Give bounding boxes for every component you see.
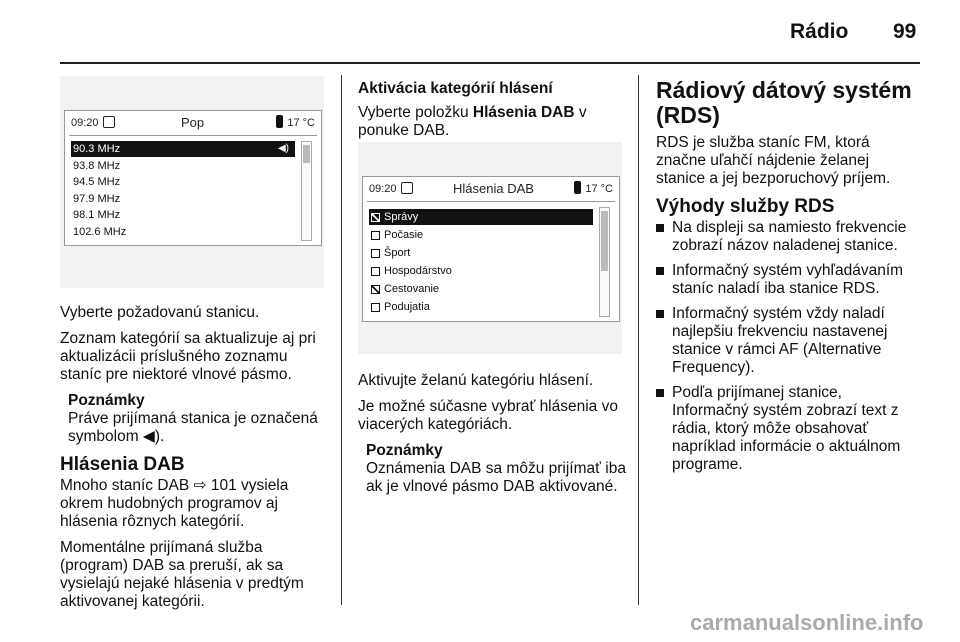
text: v ponuke DAB. <box>358 104 587 139</box>
radio-display <box>64 110 322 246</box>
watermark: carmanualsonline.info <box>690 610 924 635</box>
station-item[interactable] <box>71 141 295 157</box>
subsection-heading: Aktivácia kategórií hlásení <box>358 80 553 97</box>
category-label: Podujatia <box>384 301 430 313</box>
page-title: Rádio <box>790 20 849 43</box>
column-divider-2 <box>638 75 639 605</box>
paragraph: Je možné súčasne vybrať hlásenia vo viacerých kategóriách. <box>358 398 618 433</box>
category-label: Správy <box>384 211 419 223</box>
category-item[interactable] <box>369 209 593 225</box>
display-separator <box>69 135 317 136</box>
list-item <box>656 219 918 255</box>
category-label: Hospodárstvo <box>384 265 452 277</box>
list-item-text: Podľa prijímanej stanice, Informačný systém zobrazí text z rádia, ktorý môže obsahovať napríklad informácie o aktuálnom programe. <box>672 384 901 473</box>
checkbox-icon[interactable] <box>371 267 380 276</box>
category-item[interactable] <box>369 263 593 279</box>
paragraph: Vyberte požadovanú stanicu. <box>60 304 260 321</box>
station-item[interactable] <box>71 224 295 240</box>
section-heading: Hlásenia DAB <box>60 454 185 475</box>
display-temperature: 17 °C <box>585 183 613 195</box>
display-title: Pop <box>181 115 205 130</box>
note-title: Poznámky <box>366 442 443 459</box>
station-item[interactable] <box>71 207 295 223</box>
thermometer-icon <box>574 181 581 194</box>
category-label: Počasie <box>384 229 424 241</box>
text: Vyberte položku <box>358 104 473 121</box>
display-title: Hlásenia DAB <box>453 181 534 196</box>
source-icon <box>103 116 115 128</box>
list-item-text: Informačný systém vždy naladí najlepšiu frekvenciu nastavenej stanice v rámci AF (Alternative Frequency). <box>672 305 888 376</box>
station-frequency: 98.1 MHz <box>73 209 121 221</box>
bullet-icon <box>656 389 664 397</box>
scrollbar[interactable] <box>599 207 610 317</box>
column-3 <box>656 78 918 481</box>
paragraph: Zoznam kategórií sa aktualizuje aj pri aktualizácii príslušného zoznamu staníc pre niektoré vlnové pásmo. <box>60 330 316 383</box>
subsection-heading: Výhody služby RDS <box>656 196 835 217</box>
list-item <box>656 262 918 298</box>
display-header <box>363 177 619 201</box>
paragraph: Aktivujte želanú kategóriu hlásení. <box>358 372 594 389</box>
station-frequency: 94.5 MHz <box>73 176 121 188</box>
section-heading: Rádiový dátový systém (RDS) <box>656 77 912 128</box>
header-rule <box>60 62 920 64</box>
bullet-icon <box>656 224 664 232</box>
column-1 <box>60 304 330 619</box>
column-2 <box>358 80 628 148</box>
checkbox-checked-icon[interactable] <box>371 213 380 222</box>
category-item[interactable] <box>369 281 593 297</box>
note-text: Práve prijímaná stanica je označená symbolom ◀). <box>68 410 318 445</box>
paragraph: Momentálne prijímaná služba (program) DAB sa preruší, ak sa vysielajú nejaké hlásenia v predtým aktivovanej kategórii. <box>60 539 304 610</box>
scrollbar-thumb[interactable] <box>303 145 310 163</box>
station-frequency: 97.9 MHz <box>73 192 121 205</box>
page-number: 99 <box>893 20 917 43</box>
paragraph: RDS je služba staníc FM, ktorá značne uľahčí nájdenie želanej stanice a jej bezporuchový príjem. <box>656 134 891 187</box>
checkbox-icon[interactable] <box>371 303 380 312</box>
checkbox-icon[interactable] <box>371 249 380 258</box>
display-temperature: 17 °C <box>287 117 315 129</box>
station-item[interactable] <box>71 174 295 190</box>
dab-display <box>362 176 620 322</box>
display-time: 09:20 <box>71 117 99 129</box>
display-header <box>65 111 321 135</box>
display-time: 09:20 <box>369 183 397 195</box>
scrollbar[interactable] <box>301 141 312 241</box>
display-separator <box>367 201 615 202</box>
note <box>366 442 630 496</box>
menu-item-reference: Hlásenia DAB <box>472 104 575 121</box>
note-title: Poznámky <box>68 392 145 409</box>
list-item-text: Na displeji sa namiesto frekvencie zobrazí názov naladenej stanice. <box>672 219 907 254</box>
category-label: Šport <box>384 247 411 259</box>
category-item[interactable] <box>369 245 593 261</box>
source-icon <box>401 182 413 194</box>
station-item[interactable] <box>71 191 295 207</box>
list-item <box>656 384 918 474</box>
speaker-icon: ◀) <box>277 143 289 154</box>
station-frequency: 93.8 MHz <box>73 159 121 172</box>
benefits-list <box>656 219 918 474</box>
bullet-icon <box>656 310 664 318</box>
category-item[interactable] <box>369 227 593 243</box>
dab-announcements-screenshot <box>358 142 622 354</box>
thermometer-icon <box>276 115 283 128</box>
column-2-lower <box>358 372 630 504</box>
list-item-text: Informačný systém vyhľadávaním staníc naladí iba stanice RDS. <box>672 262 904 297</box>
paragraph <box>358 104 628 140</box>
category-label: Cestovanie <box>384 283 440 295</box>
list-item <box>656 305 918 377</box>
column-divider-1 <box>341 75 342 605</box>
category-item[interactable] <box>369 299 593 315</box>
station-frequency: 90.3 MHz <box>73 143 121 155</box>
note <box>68 392 330 446</box>
checkbox-icon[interactable] <box>371 231 380 240</box>
station-frequency: 102.6 MHz <box>73 225 127 238</box>
bullet-icon <box>656 267 664 275</box>
note-text: Oznámenia DAB sa môžu prijímať iba ak je vlnové pásmo DAB aktivované. <box>366 460 626 495</box>
radio-display-screenshot <box>60 76 324 288</box>
checkbox-checked-icon[interactable] <box>371 285 380 294</box>
scrollbar-thumb[interactable] <box>601 211 608 271</box>
paragraph: Mnoho staníc DAB ⇨ 101 vysiela okrem hudobných programov aj hlásenia rôznych kategórií. <box>60 477 289 530</box>
station-item[interactable] <box>71 158 295 174</box>
